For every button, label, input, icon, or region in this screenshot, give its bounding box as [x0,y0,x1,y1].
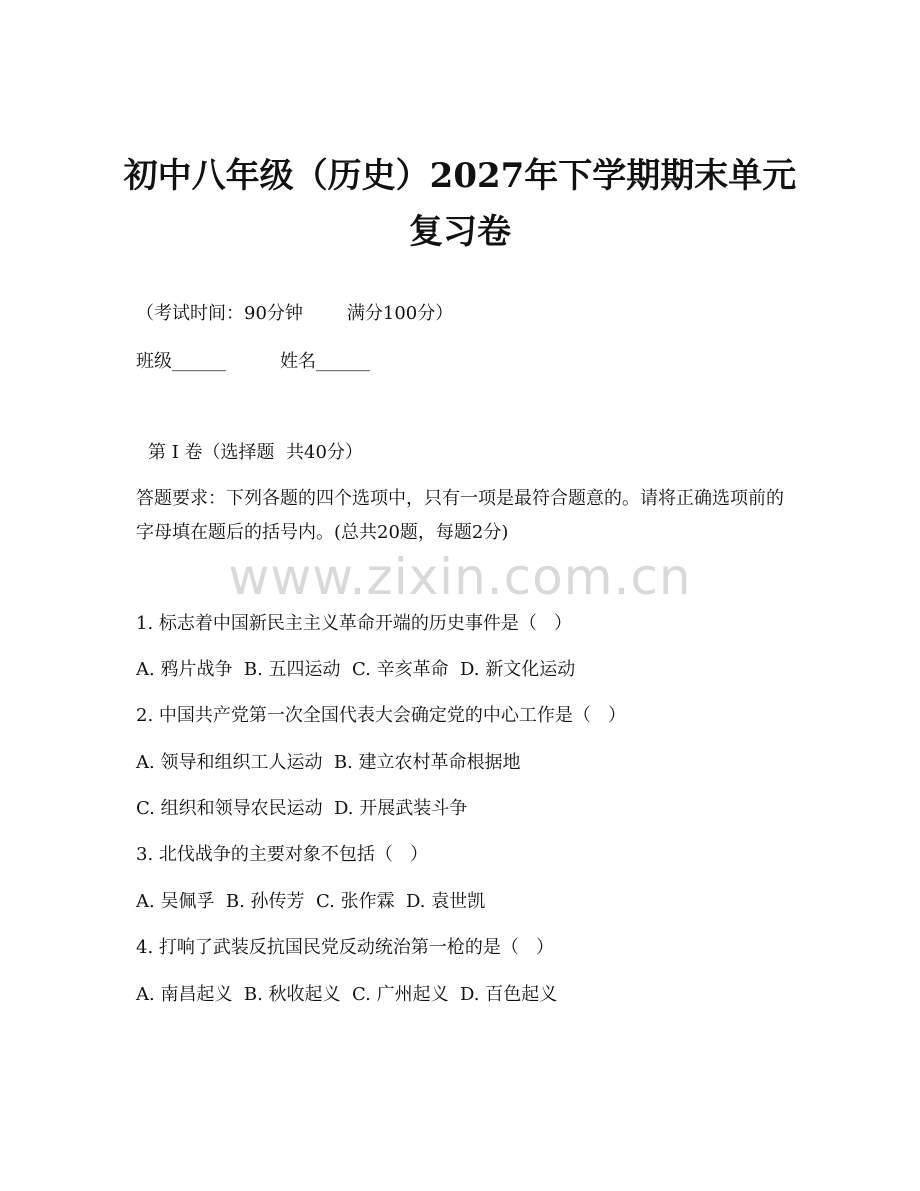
page-title [100,148,820,260]
question-3-options: A. 吴佩孚 B. 孙传芳 C. 张作霖 D. 袁世凯 [136,891,486,912]
name-field: 姓名______ [280,351,370,372]
section-instructions: 答题要求：下列各题的四个选项中，只有一项是最符合题意的。请将正确选项前的字母填在题后的括号内。(总共20题，每题2分) [136,488,784,543]
watermark: www.zixin.com.cn [228,548,692,606]
question-2-stem: 2. 中国共产党第一次全国代表大会确定党的中心工作是（ ） [136,705,627,726]
question-2-options-line-1: A. 领导和组织工人运动 B. 建立农村革命根据地 [136,752,521,773]
section-heading: 第 I 卷（选择题 共40分） [148,442,363,463]
question-4-stem: 4. 打响了武装反抗国民党反动统治第一枪的是（ ） [136,937,555,958]
exam-score: 满分100分） [346,303,454,324]
exam-info [136,302,453,326]
question-2-options-line-2: C. 组织和领导农民运动 D. 开展武装斗争 [136,798,468,819]
student-fields [136,350,370,374]
question-3-stem: 3. 北伐战争的主要对象不包括（ ） [136,844,429,865]
question-4-options: A. 南昌起义 B. 秋收起义 C. 广州起义 D. 百色起义 [136,984,558,1005]
question-1-options: A. 鸦片战争 B. 五四运动 C. 辛亥革命 D. 新文化运动 [136,659,576,680]
exam-time: （考试时间：90分钟 [136,303,303,324]
title-line-1: 初中八年级（历史）2027年下学期期末单元 [123,156,797,196]
question-1-stem: 1. 标志着中国新民主主义革命开端的历史事件是（ ） [136,613,573,634]
class-field: 班级______ [136,351,226,372]
title-line-2: 复习卷 [409,212,511,252]
